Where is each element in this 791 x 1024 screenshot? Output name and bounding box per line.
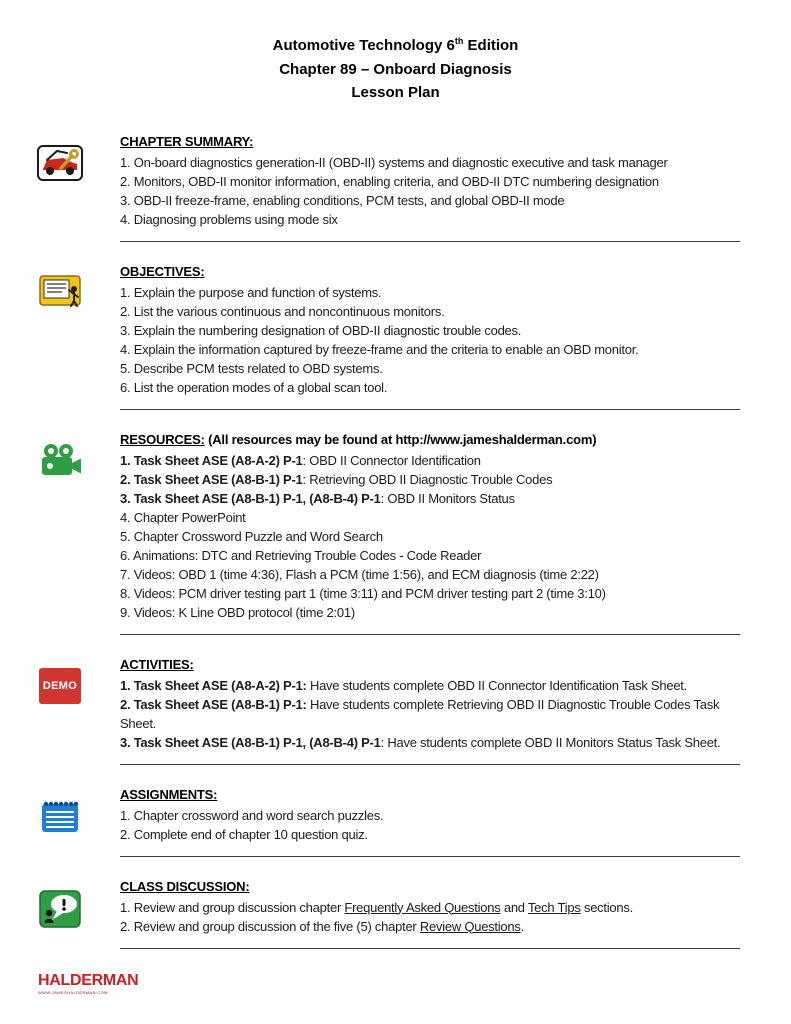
section-divider: [120, 241, 740, 242]
list-item: [120, 321, 740, 340]
list-item-text: 8. Videos: PCM driver testing part 1 (time 3:11) and PCM driver testing part 2 (time 3:10): [120, 585, 606, 601]
list-item-text: and: [500, 899, 528, 915]
demo-icon: [39, 668, 81, 704]
list-item-text: : Retrieving OBD II Diagnostic Trouble Codes: [302, 471, 553, 487]
list-item-text: 2. Task Sheet ASE (A8-B-1) P-1: [120, 471, 303, 487]
list-item: [120, 898, 740, 917]
list-item-text: 4. Explain the information captured by freeze-frame and the criteria to enable an OBD monitor.: [120, 341, 639, 357]
list-item: [120, 603, 740, 622]
section-heading-class-discussion: CLASS DISCUSSION:: [120, 878, 250, 894]
title-text-fragment: Edition: [463, 37, 519, 54]
section-heading-activities: ACTIVITIES:: [120, 656, 194, 672]
referenced-section-name: Frequently Asked Questions: [344, 899, 501, 915]
title-line-edition: [0, 34, 791, 58]
section-divider: [120, 409, 740, 410]
list-item-text: : OBD II Monitors Status: [380, 490, 515, 506]
presentation-board-icon: [39, 275, 81, 309]
list-item: [120, 210, 740, 229]
title-text-fragment: Automotive Technology 6: [272, 37, 455, 54]
list-item: [120, 378, 740, 397]
section-divider: [120, 856, 740, 857]
list-item-text: 5. Chapter Crossword Puzzle and Word Search: [120, 528, 383, 544]
list-item: [120, 172, 740, 191]
list-item: [120, 733, 740, 752]
list-item: [120, 283, 740, 302]
section-icon-column: [0, 430, 120, 635]
list-item: [120, 508, 740, 527]
list-item: [120, 451, 740, 470]
list-item-text: Have students complete Retrieving OBD II Diagnostic Trouble Codes Task Sheet.: [120, 696, 720, 731]
list-item: [120, 546, 740, 565]
list-item: [120, 359, 740, 378]
list-item-text: 7. Videos: OBD 1 (time 4:36), Flash a PCM (time 1:56), and ECM diagnosis (time 2:22): [120, 566, 599, 582]
demo-icon-label: DEMO: [42, 679, 78, 692]
list-item-text: Have students complete OBD II Connector Identification Task Sheet.: [306, 677, 688, 693]
title-line-lesson-plan: Lesson Plan: [351, 84, 440, 101]
section-class-discussion: [0, 877, 791, 949]
list-item-text: 9. Videos: K Line OBD protocol (time 2:01): [120, 604, 355, 620]
list-item-text: 3. Explain the numbering designation of OBD-II diagnostic trouble codes.: [120, 322, 522, 338]
list-item-text: 2. Review and group discussion of the five (5) chapter: [120, 918, 420, 934]
list-item-text: 1. Task Sheet ASE (A8-A-2) P-1: [120, 452, 303, 468]
list-item: [120, 695, 740, 733]
section-divider: [120, 634, 740, 635]
list-item-text: 2. Complete end of chapter 10 question quiz.: [120, 826, 368, 842]
list-item-text: 1. Review and group discussion chapter: [120, 899, 345, 915]
list-item-text: 3. OBD-II freeze-frame, enabling conditions, PCM tests, and global OBD-II mode: [120, 192, 565, 208]
referenced-section-name: Review Questions: [419, 918, 521, 934]
list-item: [120, 806, 740, 825]
title-line-chapter: Chapter 89 – Onboard Diagnosis: [279, 60, 512, 78]
list-item-text: 4. Chapter PowerPoint: [120, 509, 246, 525]
list-item-text: 5. Describe PCM tests related to OBD systems.: [120, 360, 383, 376]
section-heading-assignments: ASSIGNMENTS:: [120, 786, 218, 802]
section-icon-column: [0, 785, 120, 857]
list-item-text: 1. Task Sheet ASE (A8-A-2) P-1:: [120, 677, 307, 693]
list-item-text: : Have students complete OBD II Monitors Status Task Sheet.: [380, 734, 721, 750]
list-item-text: 4. Diagnosing problems using mode six: [120, 211, 338, 227]
list-item: [120, 565, 740, 584]
section-heading-suffix: (All resources may be found at http://www.jameshalderman.com): [204, 431, 597, 447]
section-icon-column: [0, 655, 120, 765]
halderman-logo: [38, 972, 138, 995]
video-camera-icon: [38, 443, 82, 479]
referenced-section-name: Tech Tips: [527, 899, 581, 915]
section-divider: [120, 948, 740, 949]
section-icon-column: [0, 877, 120, 949]
section-heading-chapter-summary: CHAPTER SUMMARY:: [120, 133, 254, 149]
title-superscript: th: [454, 36, 464, 46]
list-item: [120, 917, 740, 936]
section-resources: [0, 430, 791, 635]
section-heading-objectives: OBJECTIVES:: [120, 263, 205, 279]
list-item-text: : OBD II Connector Identification: [302, 452, 481, 468]
list-item: [120, 584, 740, 603]
list-item: [120, 489, 740, 508]
section-icon-column: [0, 132, 120, 242]
section-chapter-summary: [0, 132, 791, 242]
sections-container: [0, 132, 791, 949]
list-item-text: 6. List the operation modes of a global scan tool.: [120, 379, 388, 395]
list-item: [120, 302, 740, 321]
section-activities: [0, 655, 791, 765]
list-item: [120, 153, 740, 172]
list-item: [120, 340, 740, 359]
list-item: [120, 191, 740, 210]
list-item-text: 1. Explain the purpose and function of systems.: [120, 284, 382, 300]
list-item-text: 2. Task Sheet ASE (A8-B-1) P-1:: [120, 696, 307, 712]
list-item: [120, 470, 740, 489]
list-item-text: 3. Task Sheet ASE (A8-B-1) P-1, (A8-B-4) P-1: [120, 490, 381, 506]
car-repair-icon: [37, 145, 83, 181]
section-objectives: [0, 262, 791, 410]
section-icon-column: [0, 262, 120, 410]
section-heading-resources: RESOURCES: (All resources may be found at http://www.jameshalderman.com): [120, 431, 597, 447]
list-item-text: 6. Animations: DTC and Retrieving Trouble Codes - Code Reader: [120, 547, 482, 563]
list-item: [120, 527, 740, 546]
notepad-icon: [40, 798, 80, 834]
list-item: [120, 676, 740, 695]
halderman-logo-text: HALDERMAN: [38, 972, 139, 989]
section-assignments: [0, 785, 791, 857]
discussion-icon: [39, 890, 81, 928]
list-item-text: sections.: [580, 899, 634, 915]
list-item-text: 3. Task Sheet ASE (A8-B-1) P-1, (A8-B-4) P-1: [120, 734, 381, 750]
list-item-text: .: [520, 918, 525, 934]
halderman-logo-subtext: WWW.JAMESHALDERMAN.COM: [38, 990, 108, 995]
list-item-text: 1. On-board diagnostics generation-II (OBD-II) systems and diagnostic executive and task manager: [120, 154, 668, 170]
list-item: [120, 825, 740, 844]
section-divider: [120, 764, 740, 765]
list-item-text: 2. List the various continuous and noncontinuous monitors.: [120, 303, 445, 319]
list-item-text: 2. Monitors, OBD-II monitor information, enabling criteria, and OBD-II DTC numbering designation: [120, 173, 659, 189]
document-title-block: [0, 0, 791, 105]
list-item-text: 1. Chapter crossword and word search puzzles.: [120, 807, 384, 823]
